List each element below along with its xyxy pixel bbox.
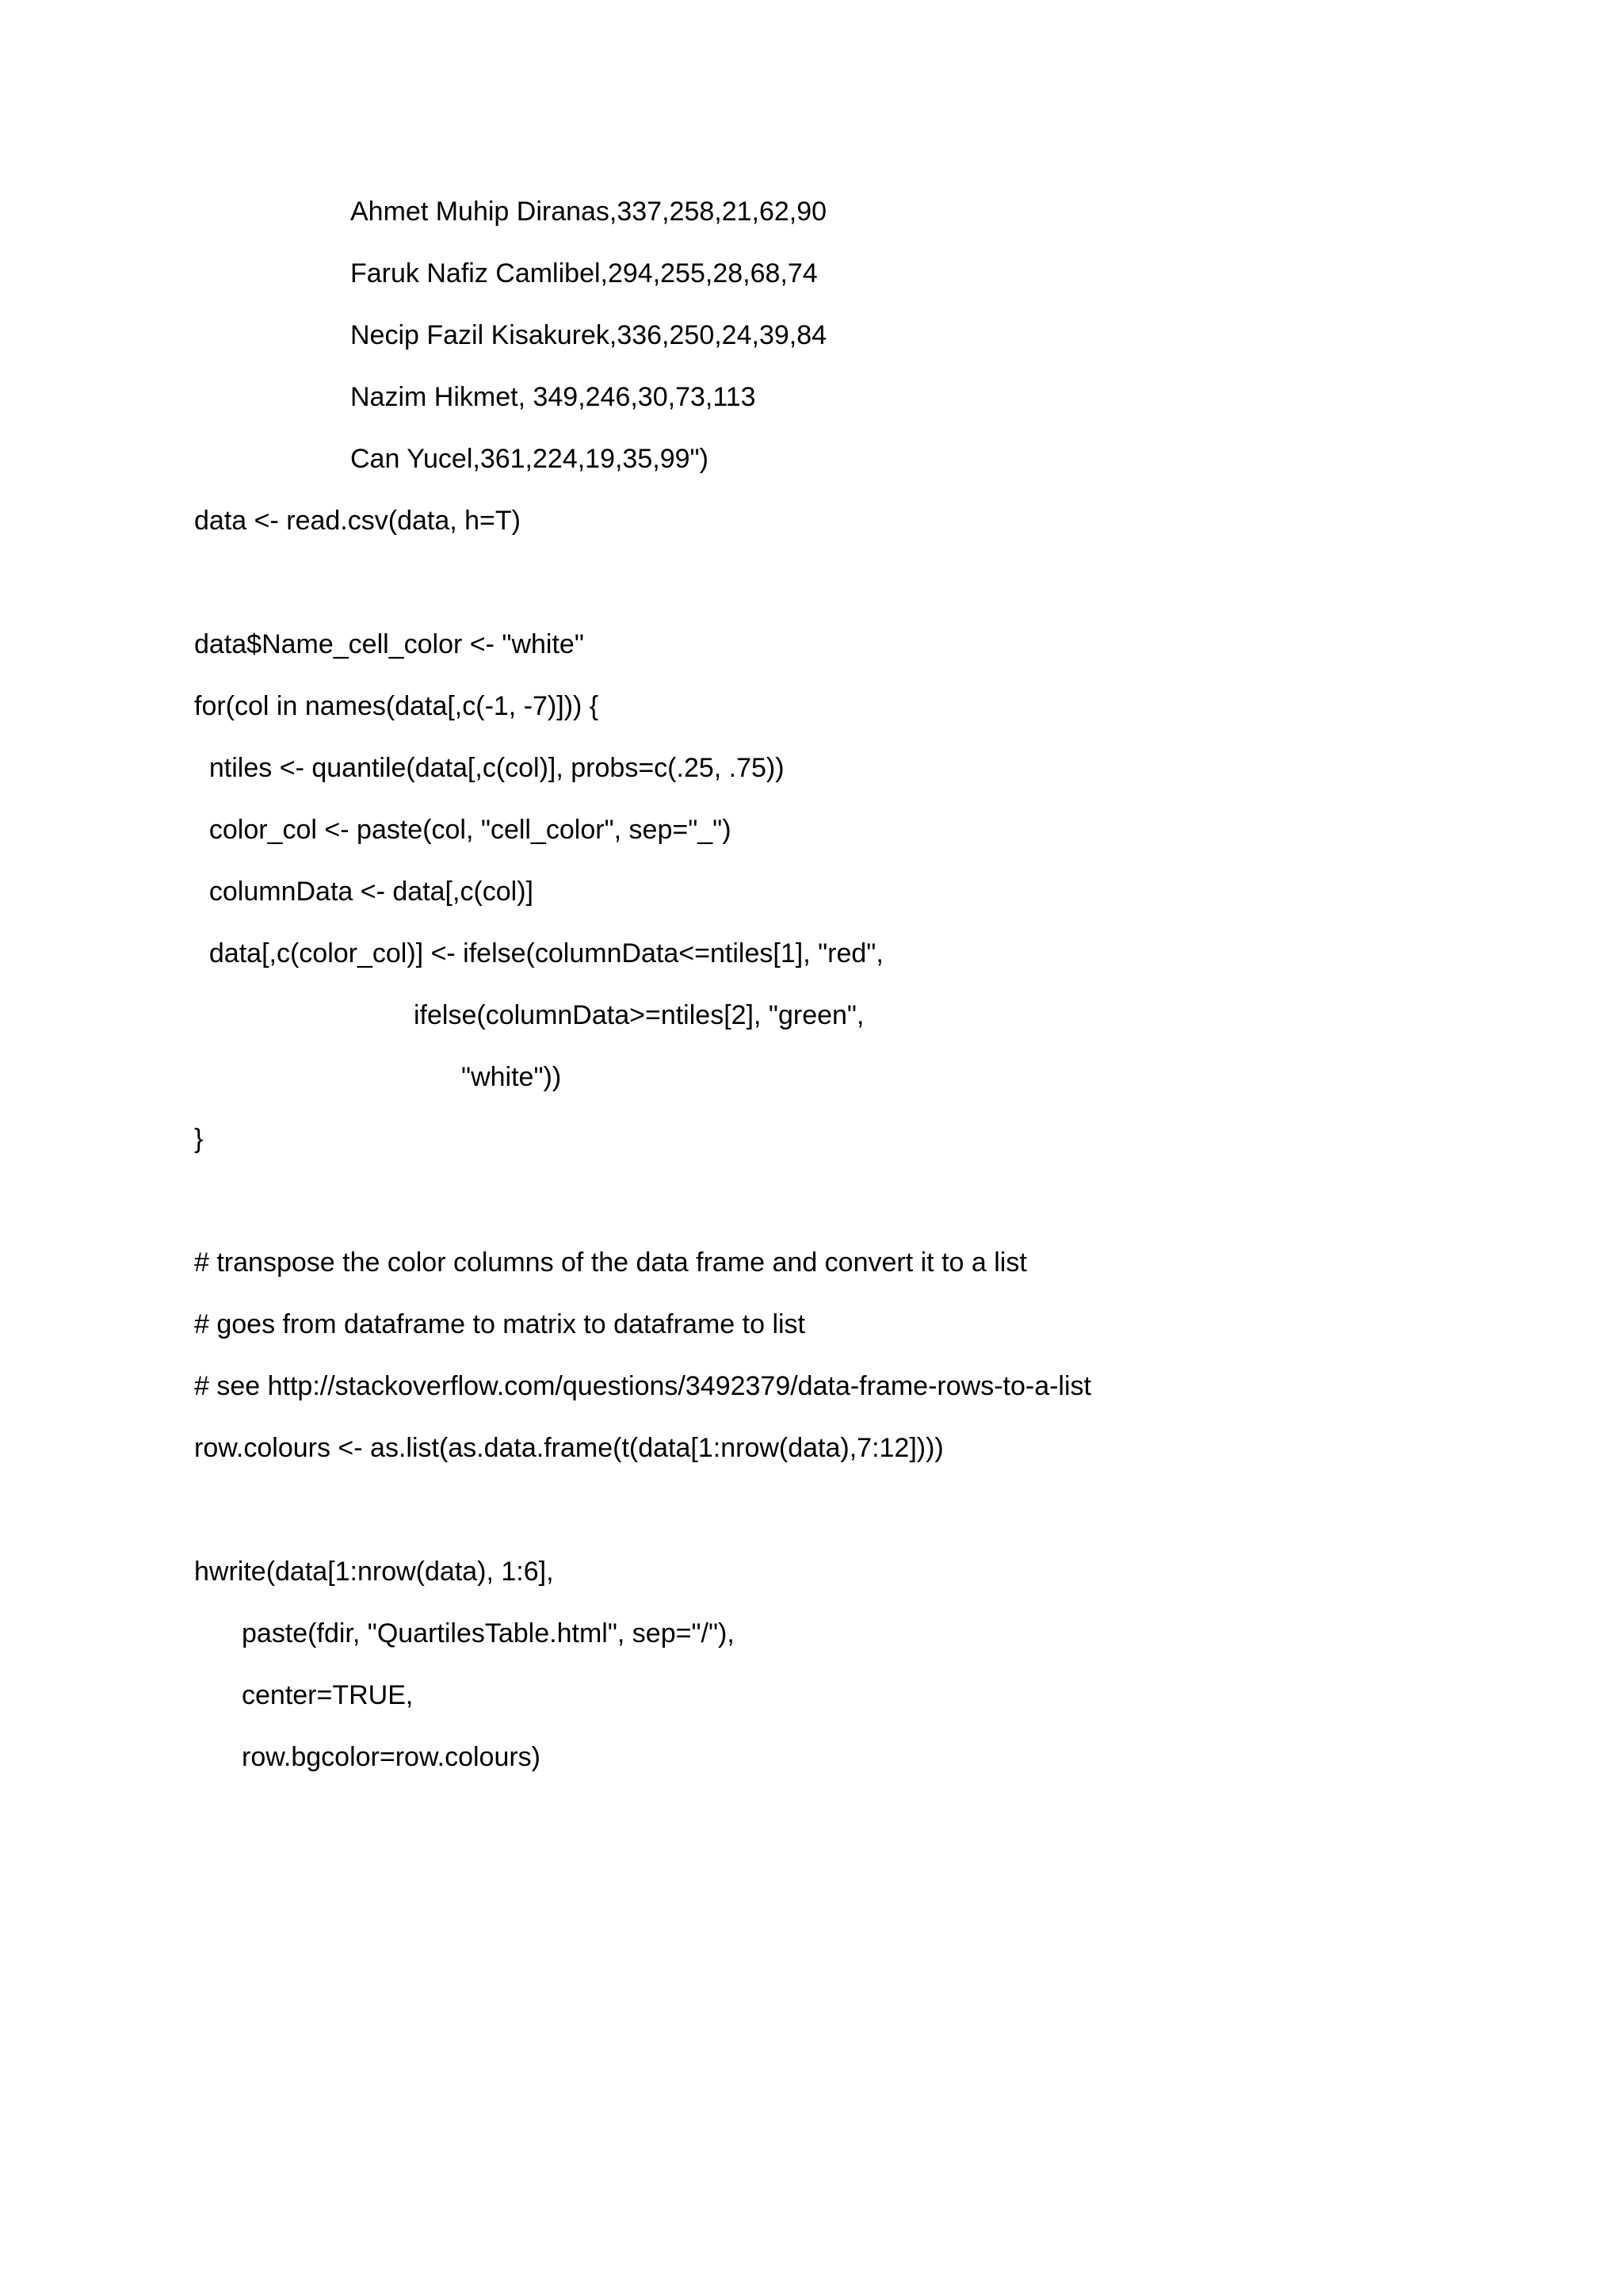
- code-line-23: hwrite(data[1:nrow(data), 1:6],: [194, 1557, 554, 1587]
- code-line-14: ifelse(columnData>=ntiles[2], "green",: [414, 1000, 865, 1030]
- code-line-3: Necip Fazil Kisakurek,336,250,24,39,84: [350, 320, 827, 350]
- code-line-26: row.bgcolor=row.colours): [242, 1742, 541, 1772]
- code-line-2: Faruk Nafiz Camlibel,294,255,28,68,74: [350, 258, 818, 288]
- code-line-11: color_col <- paste(col, "cell_color", sep="_"): [194, 815, 731, 845]
- code-line-1: Ahmet Muhip Diranas,337,258,21,62,90: [350, 197, 827, 227]
- code-line-24: paste(fdir, "QuartilesTable.html", sep="/"),: [242, 1618, 735, 1648]
- code-line-10: ntiles <- quantile(data[,c(col)], probs=c(.25, .75)): [194, 753, 785, 783]
- code-line-12: columnData <- data[,c(col)]: [194, 877, 534, 907]
- code-line-4: Nazim Hikmet, 349,246,30,73,113: [350, 382, 756, 412]
- code-line-8: data$Name_cell_color <- "white": [194, 629, 584, 659]
- code-line-18: # transpose the color columns of the data frame and convert it to a list: [194, 1247, 1027, 1278]
- code-line-19: # goes from dataframe to matrix to dataframe to list: [194, 1309, 805, 1339]
- code-line-21: row.colours <- as.list(as.data.frame(t(data[1:nrow(data),7:12]))): [194, 1433, 944, 1463]
- code-line-6: data <- read.csv(data, h=T): [194, 506, 521, 536]
- code-line-20: # see http://stackoverflow.com/questions/3492379/data-frame-rows-to-a-list: [194, 1371, 1091, 1401]
- code-line-9: for(col in names(data[,c(-1, -7)])) {: [194, 691, 599, 721]
- code-line-5: Can Yucel,361,224,19,35,99"): [350, 444, 708, 474]
- code-line-15: "white")): [461, 1062, 562, 1092]
- code-line-25: center=TRUE,: [242, 1680, 414, 1710]
- code-line-13: data[,c(color_col)] <- ifelse(columnData<=ntiles[1], "red",: [194, 938, 884, 968]
- code-line-16: }: [194, 1124, 204, 1154]
